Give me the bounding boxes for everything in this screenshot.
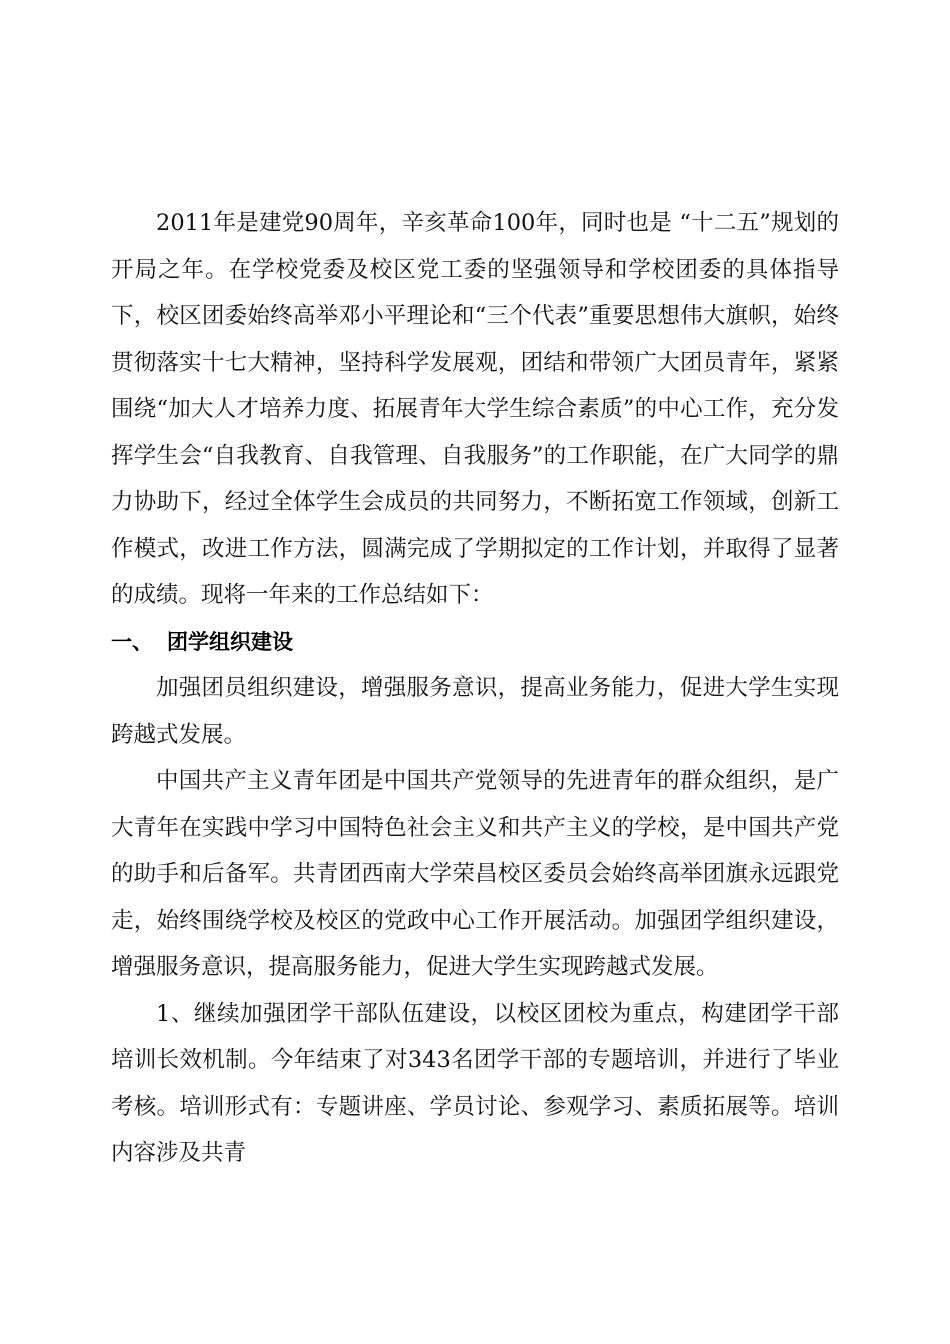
intro-paragraph: 2011年是建党90周年，辛亥革命100年，同时也是 “十二五”规划的开局之年。在学校党委及校区党工委的坚强领导和学校团委的具体指导下，校区团委始终高举邓小平理论和“三个代表”重要思想伟大旗帜，始终贯彻落实十七大精神，坚持科学发展观，团结和带领广大团员青年，紧紧围绕“加大人才培养力度、拓展青年大学生综合素质”的中心工作，充分发挥学生会“自我教育、自我管理、自我服务”的工作职能，在广大同学的鼎力协助下，经过全体学生会成员的共同努力，不断拓宽工作领域，创新工作模式，改进工作方法，圆满完成了学期拟定的工作计划，并取得了显著的成绩。现将一年来的工作总结如下： [111, 210, 839, 608]
section-number: 一、 [111, 629, 153, 654]
body-paragraph-3: 1、继续加强团学干部队伍建设，以校区团校为重点，构建团学干部培训长效机制。今年结束了对343名团学干部的专题培训，并进行了毕业考核。培训形式有：专题讲座、学员讨论、参观学习、素质拓展等。培训内容涉及共青 [111, 1000, 839, 1166]
body-paragraph-1: 加强团员组织建设，增强服务意识，提高业务能力，促进大学生实现跨越式发展。 [111, 675, 839, 748]
section-title: 团学组织建设 [167, 629, 293, 654]
section-heading [111, 619, 839, 666]
body-paragraph-2: 中国共产主义青年团是中国共产党领导的先进青年的群众组织，是广大青年在实践中学习中国特色社会主义和共产主义的学校，是中国共产党的助手和后备军。共青团西南大学荣昌校区委员会始终高举团旗永远跟党走，始终围绕学校及校区的党政中心工作开展活动。加强团学组织建设，增强服务意识，提高服务能力，促进大学生实现跨越式发展。 [111, 768, 839, 980]
document-body [111, 200, 839, 1177]
